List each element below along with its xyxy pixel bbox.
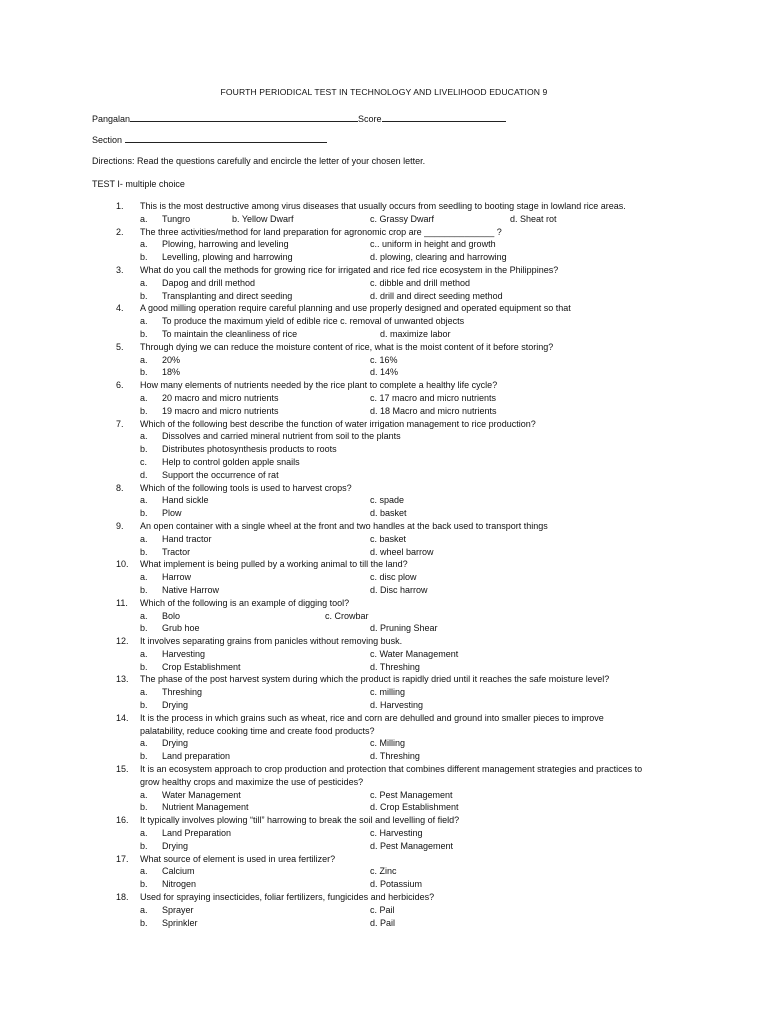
option-text: Harvesting [162,648,206,659]
question-number: 13. [116,674,129,685]
option-text: Levelling, plowing and harrowing [162,252,293,263]
question-line [0,712,768,725]
option-right: c. Harvesting [370,828,423,839]
option-letter: b. [140,444,148,455]
question-7 [0,418,768,482]
option-row [0,494,768,507]
option-text: 20% [162,354,181,365]
question-line [0,814,768,827]
question-line [0,482,768,495]
question-list [0,200,768,929]
option-right: c. Water Management [370,648,459,659]
test-label: TEST I- multiple choice [92,179,185,189]
option-letter: a. [140,354,148,365]
question-text: Through dying we can reduce the moisture content of rice, what is the moist content of it before storing? [140,341,554,352]
option-right: c. 17 macro and micro nutrients [370,392,497,403]
option-text: Drying [162,738,189,749]
option-row [0,354,768,367]
option-text: Nutrient Management [162,802,249,813]
option-text: To maintain the cleanliness of rice [162,328,298,339]
option-letter: b. [140,802,148,813]
question-text: It is the process in which grains such as wheat, rice and corn are dehulled and ground into smaller pieces to improve [140,712,604,723]
option-right: d. Pruning Shear [370,623,438,634]
question-number: 1. [116,201,124,211]
question-line [0,597,768,610]
option-right: c. 16% [370,354,398,365]
question-text: What source of element is used in urea fertilizer? [140,853,336,864]
question-text: What do you call the methods for growing rice for irrigated and rice fed rice ecosystem in the Philippines? [140,264,559,275]
option-text: Plowing, harrowing and leveling [162,239,289,250]
question-15 [0,763,768,814]
option-row [0,251,768,264]
question-text: palatability, reduce cooking time and create food products? [140,725,375,736]
question-number: 5. [116,341,124,352]
option-text: Hand sickle [162,495,209,506]
question-text: A good milling operation require careful planning and use properly designed and operated equipment so that [140,303,571,314]
option-row [0,584,768,597]
question-text: Which of the following is an example of digging tool? [140,597,350,608]
option-right: c. Pest Management [370,789,453,800]
option-row [0,392,768,405]
option-right: c. basket [370,533,407,544]
question-number: 15. [116,764,129,775]
option-text: Drying [162,840,189,851]
question-text: grow healthy crops and maximize the use of pesticides? [140,776,364,787]
section-blank [125,133,327,143]
option-text: Transplanting and direct seeding [162,290,293,301]
question-3 [0,264,768,302]
option-choice: d. Sheat rot [510,213,557,224]
question-number: 2. [116,226,124,237]
question-number: 16. [116,815,129,826]
option-row [0,546,768,559]
question-4 [0,302,768,340]
option-text: To produce the maximum yield of edible rice c. removal of unwanted objects [162,316,465,327]
question-number: 18. [116,892,129,903]
option-row [0,789,768,802]
option-text: Grub hoe [162,623,200,634]
section-label: Section [92,135,123,145]
option-row [0,571,768,584]
option-text: Sprinkler [162,917,198,928]
question-number: 6. [116,380,124,391]
question-number: 9. [116,520,124,531]
option-row [0,456,768,469]
directions: Directions: Read the questions carefully and encircle the letter of your chosen letter. [92,156,426,166]
option-text: Plow [162,508,182,519]
option-right: d. 14% [370,367,399,378]
option-right: c. milling [370,687,406,698]
option-row [0,904,768,917]
question-number: 4. [116,303,124,314]
option-right: d. 18 Macro and micro nutrients [370,405,497,416]
option-row [0,622,768,635]
option-letter: a. [140,533,148,544]
question-line [0,341,768,354]
option-choice: a. [140,213,148,224]
option-row [0,405,768,418]
question-text: Used for spraying insecticides, foliar fertilizers, fungicides and herbicides? [140,892,435,903]
section-row [92,133,327,147]
question-line [0,673,768,686]
question-line [0,853,768,866]
option-letter: a. [140,572,148,583]
question-text: What implement is being pulled by a working animal to till the land? [140,559,408,570]
option-text: Nitrogen [162,879,197,890]
question-line [0,418,768,431]
option-row [0,750,768,763]
option-right: c. disc plow [370,572,417,583]
option-choice: c. Grassy Dwarf [370,213,435,224]
question-text: The phase of the post harvest system during which the product is rapidly dried until it reaches the safe moisture level? [140,674,610,685]
option-choice: Tungro [162,213,191,224]
option-row [0,878,768,891]
question-13 [0,673,768,711]
option-right: d. basket [370,508,407,519]
option-row [0,865,768,878]
question-number: 11. [116,597,128,608]
option-text: 18% [162,367,181,378]
option-text: Land Preparation [162,828,232,839]
option-right: c. dibble and drill method [370,277,471,288]
option-text: Crop Establishment [162,661,241,672]
option-right: c. Milling [370,738,406,749]
option-text: Sprayer [162,904,194,915]
question-text: An open container with a single wheel at the front and two handles at the back used to transport things [140,520,548,531]
name-score-row [92,112,506,126]
option-text: Land preparation [162,751,231,762]
question-text: This is the most destructive among virus diseases that usually occurs from seedling to booting stage in lowland rice areas. [140,201,626,211]
option-text: Native Harrow [162,584,220,595]
option-row [0,699,768,712]
option-right: d. Harvesting [370,700,424,711]
question-number: 8. [116,482,124,493]
question-number: 17. [116,853,129,864]
question-number: 3. [116,264,124,275]
page-title: FOURTH PERIODICAL TEST IN TECHNOLOGY AND LIVELIHOOD EDUCATION 9 [220,87,548,97]
option-letter: b. [140,917,148,928]
option-right: c. Crowbar [325,610,369,621]
option-row [0,827,768,840]
name-blank [130,112,358,122]
question-line [0,725,768,738]
option-text: Hand tractor [162,533,212,544]
question-text: It involves separating grains from panicles without removing busk. [140,636,403,647]
option-letter: b. [140,252,148,263]
option-row [0,469,768,482]
option-row [0,737,768,750]
question-17 [0,853,768,891]
option-row [0,366,768,379]
option-right: d. Disc harrow [370,584,428,595]
question-6 [0,379,768,417]
option-right: d. Pest Management [370,840,454,851]
option-letter: b. [140,508,148,519]
option-row [0,315,768,328]
option-right: d. drill and direct seeding method [370,290,503,301]
option-letter: b. [140,584,148,595]
option-row [0,238,768,251]
option-row [0,430,768,443]
option-text: Drying [162,700,189,711]
option-letter: b. [140,367,148,378]
question-line [0,776,768,789]
option-text: Calcium [162,866,195,877]
option-right: d. Threshing [370,751,420,762]
option-letter: c. [140,456,148,467]
option-row [0,328,768,341]
option-row [0,917,768,930]
option-text: 19 macro and micro nutrients [162,405,279,416]
question-line [0,558,768,571]
option-row [0,213,768,226]
option-row [0,443,768,456]
option-letter: a. [140,610,148,621]
question-14 [0,712,768,763]
question-text: Which of the following tools is used to harvest crops? [140,482,352,493]
question-number: 7. [116,418,124,429]
question-11 [0,597,768,635]
option-letter: b. [140,623,148,634]
question-line [0,379,768,392]
question-text: Which of the following best describe the function of water irrigation management to rice production? [140,418,536,429]
option-row [0,507,768,520]
name-label: Pangalan [92,114,131,124]
option-letter: a. [140,687,148,698]
option-letter: a. [140,392,148,403]
option-text: Tractor [162,546,191,557]
option-row [0,661,768,674]
option-choice: b. Yellow Dwarf [232,213,294,224]
option-text: Distributes photosynthesis products to roots [162,444,337,455]
question-18 [0,891,768,929]
question-line [0,226,768,239]
option-letter: b. [140,751,148,762]
option-text: Dissolves and carried mineral nutrient from soil to the plants [162,431,401,442]
question-text: How many elements of nutrients needed by the rice plant to complete a healthy life cycle? [140,380,498,391]
question-5 [0,341,768,379]
option-right: c. spade [370,495,405,506]
option-letter: a. [140,316,148,327]
score-blank [382,112,506,122]
question-line [0,763,768,776]
option-right: d. plowing, clearing and harrowing [370,252,507,263]
question-number: 14. [116,712,129,723]
option-letter: a. [140,904,148,915]
question-8 [0,482,768,520]
option-letter: b. [140,405,148,416]
option-letter: b. [140,546,148,557]
option-text: Help to control golden apple snails [162,456,300,467]
option-text: Harrow [162,572,192,583]
option-right: d. Pail [370,917,396,928]
question-line [0,635,768,648]
option-letter: b. [140,661,148,672]
option-row [0,533,768,546]
option-letter: b. [140,879,148,890]
option-right: c. Pail [370,904,395,915]
option-letter: b. [140,700,148,711]
option-row [0,290,768,303]
question-text: It is an ecosystem approach to crop production and protection that combines different management strategies and practices to [140,764,643,775]
option-row [0,610,768,623]
question-10 [0,558,768,596]
option-row [0,648,768,661]
question-number: 10. [116,559,129,570]
option-letter: b. [140,328,148,339]
option-right: d. Threshing [370,661,420,672]
option-text: Bolo [162,610,181,621]
question-12 [0,635,768,673]
option-text: Dapog and drill method [162,277,256,288]
question-line [0,302,768,315]
question-line [0,264,768,277]
question-line [0,520,768,533]
option-right: d. Potassium [370,879,423,890]
score-label: Score [358,114,382,124]
question-1 [0,200,768,226]
option-letter: d. [140,469,148,480]
option-row [0,686,768,699]
option-letter: a. [140,789,148,800]
option-right: c. Zinc [370,866,397,877]
question-text: The three activities/method for land preparation for agronomic crop are ______________ ? [140,226,502,237]
option-letter: a. [140,431,148,442]
option-right: c.. uniform in height and growth [370,239,496,250]
question-line [0,200,768,213]
option-right: d. Crop Establishment [370,802,459,813]
question-text: It typically involves plowing “till” harrowing to break the soil and levelling of field? [140,815,460,826]
question-2 [0,226,768,264]
option-letter: b. [140,840,148,851]
question-number: 12. [116,636,129,647]
option-letter: b. [140,290,148,301]
option-text: Water Management [162,789,241,800]
option-right: d. maximize labor [380,328,451,339]
option-letter: a. [140,648,148,659]
question-9 [0,520,768,558]
option-letter: a. [140,866,148,877]
option-row [0,801,768,814]
option-text: 20 macro and micro nutrients [162,392,279,403]
option-letter: a. [140,495,148,506]
option-right: d. wheel barrow [370,546,434,557]
option-letter: a. [140,828,148,839]
option-letter: a. [140,738,148,749]
question-line [0,891,768,904]
option-text: Support the occurrence of rat [162,469,279,480]
option-text: Threshing [162,687,203,698]
question-16 [0,814,768,852]
option-row [0,277,768,290]
option-letter: a. [140,277,148,288]
option-row [0,840,768,853]
option-letter: a. [140,239,148,250]
